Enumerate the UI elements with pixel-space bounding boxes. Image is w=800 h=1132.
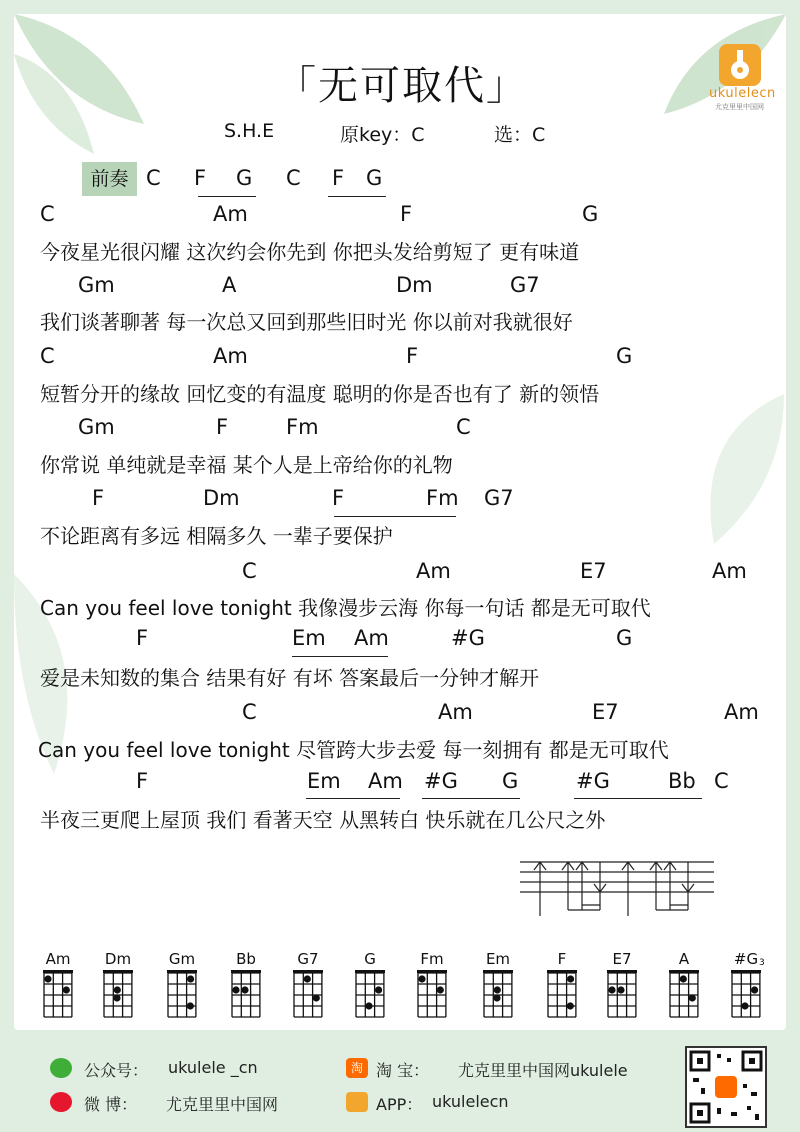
chord: F <box>216 415 229 439</box>
chord-diagram <box>96 949 140 1019</box>
chord: #G <box>451 626 485 650</box>
chord-diagram-name: F <box>557 950 567 968</box>
chord-diagram <box>410 949 454 1019</box>
fret-number: 3 <box>759 958 765 968</box>
chord: Am <box>368 769 403 793</box>
chord-diagram-name: Dm <box>104 950 132 968</box>
lyric-line: 爱是未知数的集合 结果有好 有坏 答案最后一分钟才解开 <box>40 666 540 690</box>
chord-diagram-name: G7 <box>297 950 319 968</box>
chord-diagram-name: Bb <box>236 950 256 968</box>
beat-underline <box>292 656 388 657</box>
qr-code-icon <box>685 1046 767 1128</box>
app-label: APP： <box>376 1095 423 1114</box>
chord: E7 <box>592 700 619 724</box>
chord: C <box>714 769 729 793</box>
chord: F <box>136 769 149 793</box>
chord: Dm <box>203 486 240 510</box>
lyric-line: 半夜三更爬上屋顶 我们 看著天空 从黑转白 快乐就在几公尺之外 <box>40 808 606 832</box>
beat-underline <box>422 798 520 799</box>
chord: G7 <box>510 273 540 297</box>
song-title: 「无可取代」 <box>276 63 528 109</box>
leaf-decoration-icon <box>634 14 786 144</box>
chord-diagram-name: Gm <box>168 950 196 968</box>
intro-chord: G <box>236 166 253 190</box>
app-value: ukulelecn <box>432 1092 509 1111</box>
chord-diagram-name: E7 <box>612 950 632 968</box>
chord-diagram <box>36 949 80 1019</box>
chord: G7 <box>484 486 514 510</box>
intro-chord: F <box>194 166 207 190</box>
fretboard-grid-icon <box>668 969 700 1019</box>
chord: Dm <box>396 273 433 297</box>
chord: Am <box>712 559 747 583</box>
chord-diagram-name: Em <box>485 950 511 968</box>
beat-underline <box>306 798 400 799</box>
chord: F <box>332 486 345 510</box>
chord-diagram-name: Am <box>45 950 71 968</box>
chord-diagram <box>540 949 584 1019</box>
fretboard-grid-icon <box>606 969 638 1019</box>
chord-diagram <box>286 949 330 1019</box>
chord: Fm <box>426 486 459 510</box>
chord-diagram <box>160 949 204 1019</box>
chord-diagram-name: A <box>678 950 690 968</box>
chord: G <box>616 626 633 650</box>
fretboard-grid-icon <box>482 969 514 1019</box>
lyric-line: 不论距离有多远 相隔多久 一辈子要保护 <box>40 524 393 548</box>
chord: #G <box>576 769 610 793</box>
lyric-line: 我们谈著聊著 每一次总又回到那些旧时光 你以前对我就很好 <box>40 310 573 334</box>
intro-chord: G <box>366 166 383 190</box>
fretboard-grid-icon <box>354 969 386 1019</box>
weibo-value: 尤克里里中国网 <box>166 1095 279 1114</box>
selected-key: 选：C <box>494 124 546 146</box>
chord-diagram <box>600 949 644 1019</box>
chord: Am <box>724 700 759 724</box>
chord: Fm <box>286 415 319 439</box>
fretboard-grid-icon <box>42 969 74 1019</box>
chord-diagram <box>662 949 706 1019</box>
chord: Am <box>416 559 451 583</box>
chord: Am <box>213 344 248 368</box>
fretboard-grid-icon <box>166 969 198 1019</box>
beat-underline <box>328 196 386 197</box>
chord: G <box>502 769 519 793</box>
chord: Am <box>438 700 473 724</box>
lyric-line: Can you feel love tonight 尽管跨大步去爱 每一刻拥有 都是无可取代 <box>38 738 669 762</box>
chord: E7 <box>580 559 607 583</box>
chord-diagram-name: G <box>364 950 376 968</box>
chord: C <box>242 700 257 724</box>
leaf-decoration-icon <box>654 394 784 544</box>
taobao-label: 淘 宝： <box>376 1061 430 1080</box>
lyric-line: 短暂分开的缘故 回忆变的有温度 聪明的你是否也有了 新的领悟 <box>40 382 600 406</box>
beat-underline <box>198 196 256 197</box>
intro-chord: C <box>146 166 161 190</box>
fretboard-grid-icon <box>102 969 134 1019</box>
wechat-icon <box>50 1058 72 1078</box>
chord: Am <box>213 202 248 226</box>
leaf-decoration-icon <box>14 14 164 164</box>
wechat-value: ukulele _cn <box>168 1058 258 1077</box>
fretboard-grid-icon <box>730 969 762 1019</box>
logo-text: ukulelecn <box>709 86 776 101</box>
chord: Am <box>354 626 389 650</box>
lyric-line: 今夜星光很闪耀 这次约会你先到 你把头发给剪短了 更有味道 <box>40 240 580 264</box>
original-key: 原key：C <box>340 124 425 146</box>
chord-diagram <box>348 949 392 1019</box>
weibo-label: 微 博： <box>84 1095 138 1114</box>
chord: F <box>92 486 105 510</box>
chord: C <box>242 559 257 583</box>
fretboard-grid-icon <box>230 969 262 1019</box>
strum-pattern-icon <box>520 858 714 920</box>
chord: G <box>616 344 633 368</box>
chord: #G <box>424 769 458 793</box>
chord: C <box>456 415 471 439</box>
fretboard-grid-icon <box>292 969 324 1019</box>
artist: S.H.E <box>224 120 275 142</box>
chord: F <box>136 626 149 650</box>
chord: A <box>222 273 237 297</box>
chord-diagram-name: #G <box>733 950 759 968</box>
chord: F <box>406 344 419 368</box>
chord-diagram <box>476 949 520 1019</box>
chord: F <box>400 202 413 226</box>
chord: Gm <box>78 415 115 439</box>
chord: C <box>40 202 55 226</box>
lyric-line: Can you feel love tonight 我像漫步云海 你每一句话 都是无可取代 <box>40 596 651 620</box>
chord-diagram-name: Fm <box>420 950 444 968</box>
weibo-icon <box>50 1092 72 1112</box>
app-icon <box>346 1092 368 1112</box>
ukulele-logo-icon <box>719 44 761 86</box>
chord: G <box>582 202 599 226</box>
lyric-line: 你常说 单纯就是幸福 某个人是上帝给你的礼物 <box>40 453 453 477</box>
chord: Gm <box>78 273 115 297</box>
taobao-value: 尤克里里中国网ukulele <box>458 1061 628 1080</box>
logo-subtext: 尤克里里中国网 <box>715 103 764 111</box>
intro-chord: C <box>286 166 301 190</box>
wechat-label: 公众号： <box>84 1061 149 1080</box>
taobao-icon: 淘 <box>346 1058 368 1078</box>
chord: Em <box>292 626 326 650</box>
fretboard-grid-icon <box>546 969 578 1019</box>
fretboard-grid-icon <box>416 969 448 1019</box>
chord: Em <box>307 769 341 793</box>
chord: Bb <box>668 769 696 793</box>
chord: C <box>40 344 55 368</box>
beat-underline <box>334 516 456 517</box>
intro-label: 前奏 <box>82 162 137 196</box>
song-sheet <box>14 14 786 1030</box>
beat-underline <box>574 798 702 799</box>
chord-diagram <box>224 949 268 1019</box>
intro-chord: F <box>332 166 345 190</box>
